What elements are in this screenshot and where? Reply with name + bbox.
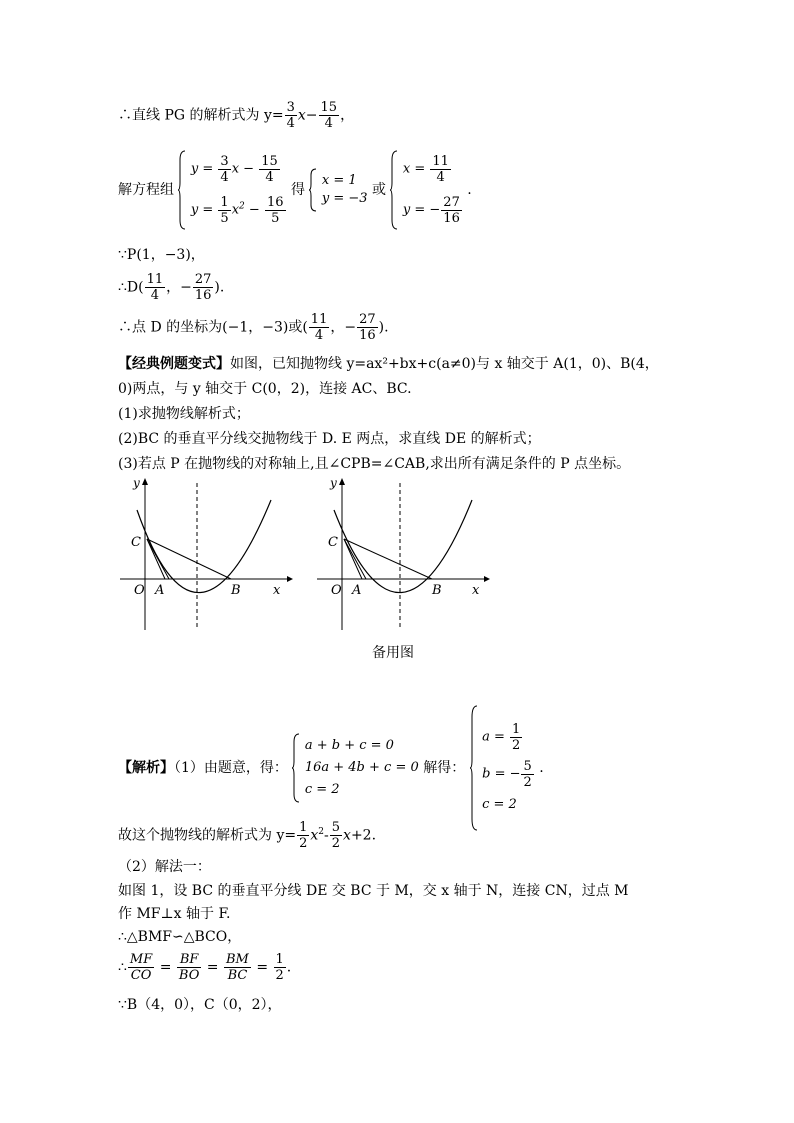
text: 得 [290, 182, 305, 198]
point-label-c: C [131, 535, 141, 550]
text: ， [340, 107, 355, 124]
axis-label-y: y [330, 476, 337, 490]
brace-icon [309, 168, 317, 212]
brace-icon [292, 733, 300, 803]
point-label-a: A [155, 583, 165, 598]
question-2: (2)BC 的垂直平分线交抛物线于 D. E 两点，求直线 DE 的解析式； [118, 431, 541, 447]
equation-system: a + b + c = 0 16a + 4b + c = 0 c = 2 [304, 738, 419, 797]
part-2-heading: （2）解法一： [118, 859, 211, 875]
line-parabola-result: 故这个抛物线的解析式为 y= $\frac{1}{2}$ $x^2-$ $\frac{5}{2}$ x+2. [118, 820, 377, 851]
solution-2: x = $\frac{11}{4}$ y = − $\frac{27}{16}$ [402, 154, 460, 226]
parabola-figure [115, 475, 295, 635]
numerator: 3 [286, 100, 295, 115]
line-d-coords: ∴D( $\frac{11}{4}$ ，− $\frac{27}{16}$ ). [118, 272, 225, 303]
line-p-coords: ∵P(1，−3)， [118, 247, 205, 263]
text: 如图，已知抛物线 y=ax²+bx+c(a≠0)与 x 轴交于 A(1，0)、B(4， [230, 356, 659, 372]
denominator: 4 [286, 116, 295, 131]
brace-icon [178, 150, 186, 230]
axis-label-y: y [133, 476, 140, 490]
fig1-line-b: 作 MF⊥x 轴于 F. [118, 906, 231, 922]
similar-triangles: ∴△BMF∽△BCO， [118, 929, 242, 945]
equation-system: y = $\frac{3}{4}$ x − $\frac{15}{4}$ y = $\frac{1}{5}$ $x^2$ − $\frac{16}{5}$ [190, 154, 284, 226]
text: 解得： [423, 760, 466, 776]
denominator: 4 [324, 116, 333, 131]
line-system [118, 150, 472, 230]
fraction [285, 100, 297, 131]
question-1: (1)求抛物线解析式； [118, 406, 250, 422]
text: . [467, 182, 472, 198]
op: − [305, 107, 318, 124]
line-d-answer: ∴点 D 的坐标为(−1，−3)或( $\frac{11}{4}$ ，− $\frac{27}{16}$ ). [118, 312, 389, 343]
brace-icon [390, 150, 398, 230]
solution-line [118, 705, 544, 831]
point-label-a: A [352, 583, 362, 598]
point-label-b: B [231, 583, 241, 598]
brace-icon [470, 705, 478, 831]
text: 或 [371, 182, 386, 198]
point-label-o: O [331, 583, 342, 598]
parabola-figure-spare [312, 475, 492, 635]
problem-tag: 【经典例题变式】 [118, 356, 230, 372]
axis-label-x: x [273, 583, 281, 598]
solution-tag: 【解析】 [118, 760, 174, 776]
axis-label-x: x [472, 583, 480, 598]
point-label-b: B [432, 583, 442, 598]
text: （1）由题意，得： [174, 760, 288, 776]
problem-line-2: 0)两点，与 y 轴交于 C(0，2)，连接 AC、BC. [118, 381, 412, 397]
figure-caption: 备用图 [372, 645, 414, 661]
solution-1: x = 1 y = −3 [321, 173, 368, 206]
ratio-line: ∴ $\frac{MF}{CO}$ = $\frac{BF}{BO}$ = $\frac{BM}{BC}$ = $\frac{1}{2}$ . [118, 952, 292, 983]
point-label-o: O [134, 583, 145, 598]
numerator: 15 [320, 100, 338, 115]
coords-line: ∵B（4，0），C（0，2）， [118, 997, 282, 1013]
text: 解方程组 [118, 182, 174, 198]
var: x [297, 107, 306, 124]
text: ∴直线 PG 的解析式为 y= [118, 107, 284, 124]
fig1-line-a: 如图 1，设 BC 的垂直平分线 DE 交 BC 于 M，交 x 轴于 N，连接 CN，过点 M [118, 883, 629, 899]
point-label-c: C [328, 535, 338, 550]
line-pg-equation [118, 100, 354, 131]
fraction [319, 100, 340, 131]
question-3: (3)若点 P 在抛物线的对称轴上,且∠CPB=∠CAB,求出所有满足条件的 P 点坐标。 [118, 456, 631, 472]
problem-line-1 [118, 355, 659, 373]
solution-values: a = $\frac{1}{2}$ b = − $\frac{5}{2}$ c = 2 [482, 722, 532, 812]
text: . [539, 760, 544, 776]
